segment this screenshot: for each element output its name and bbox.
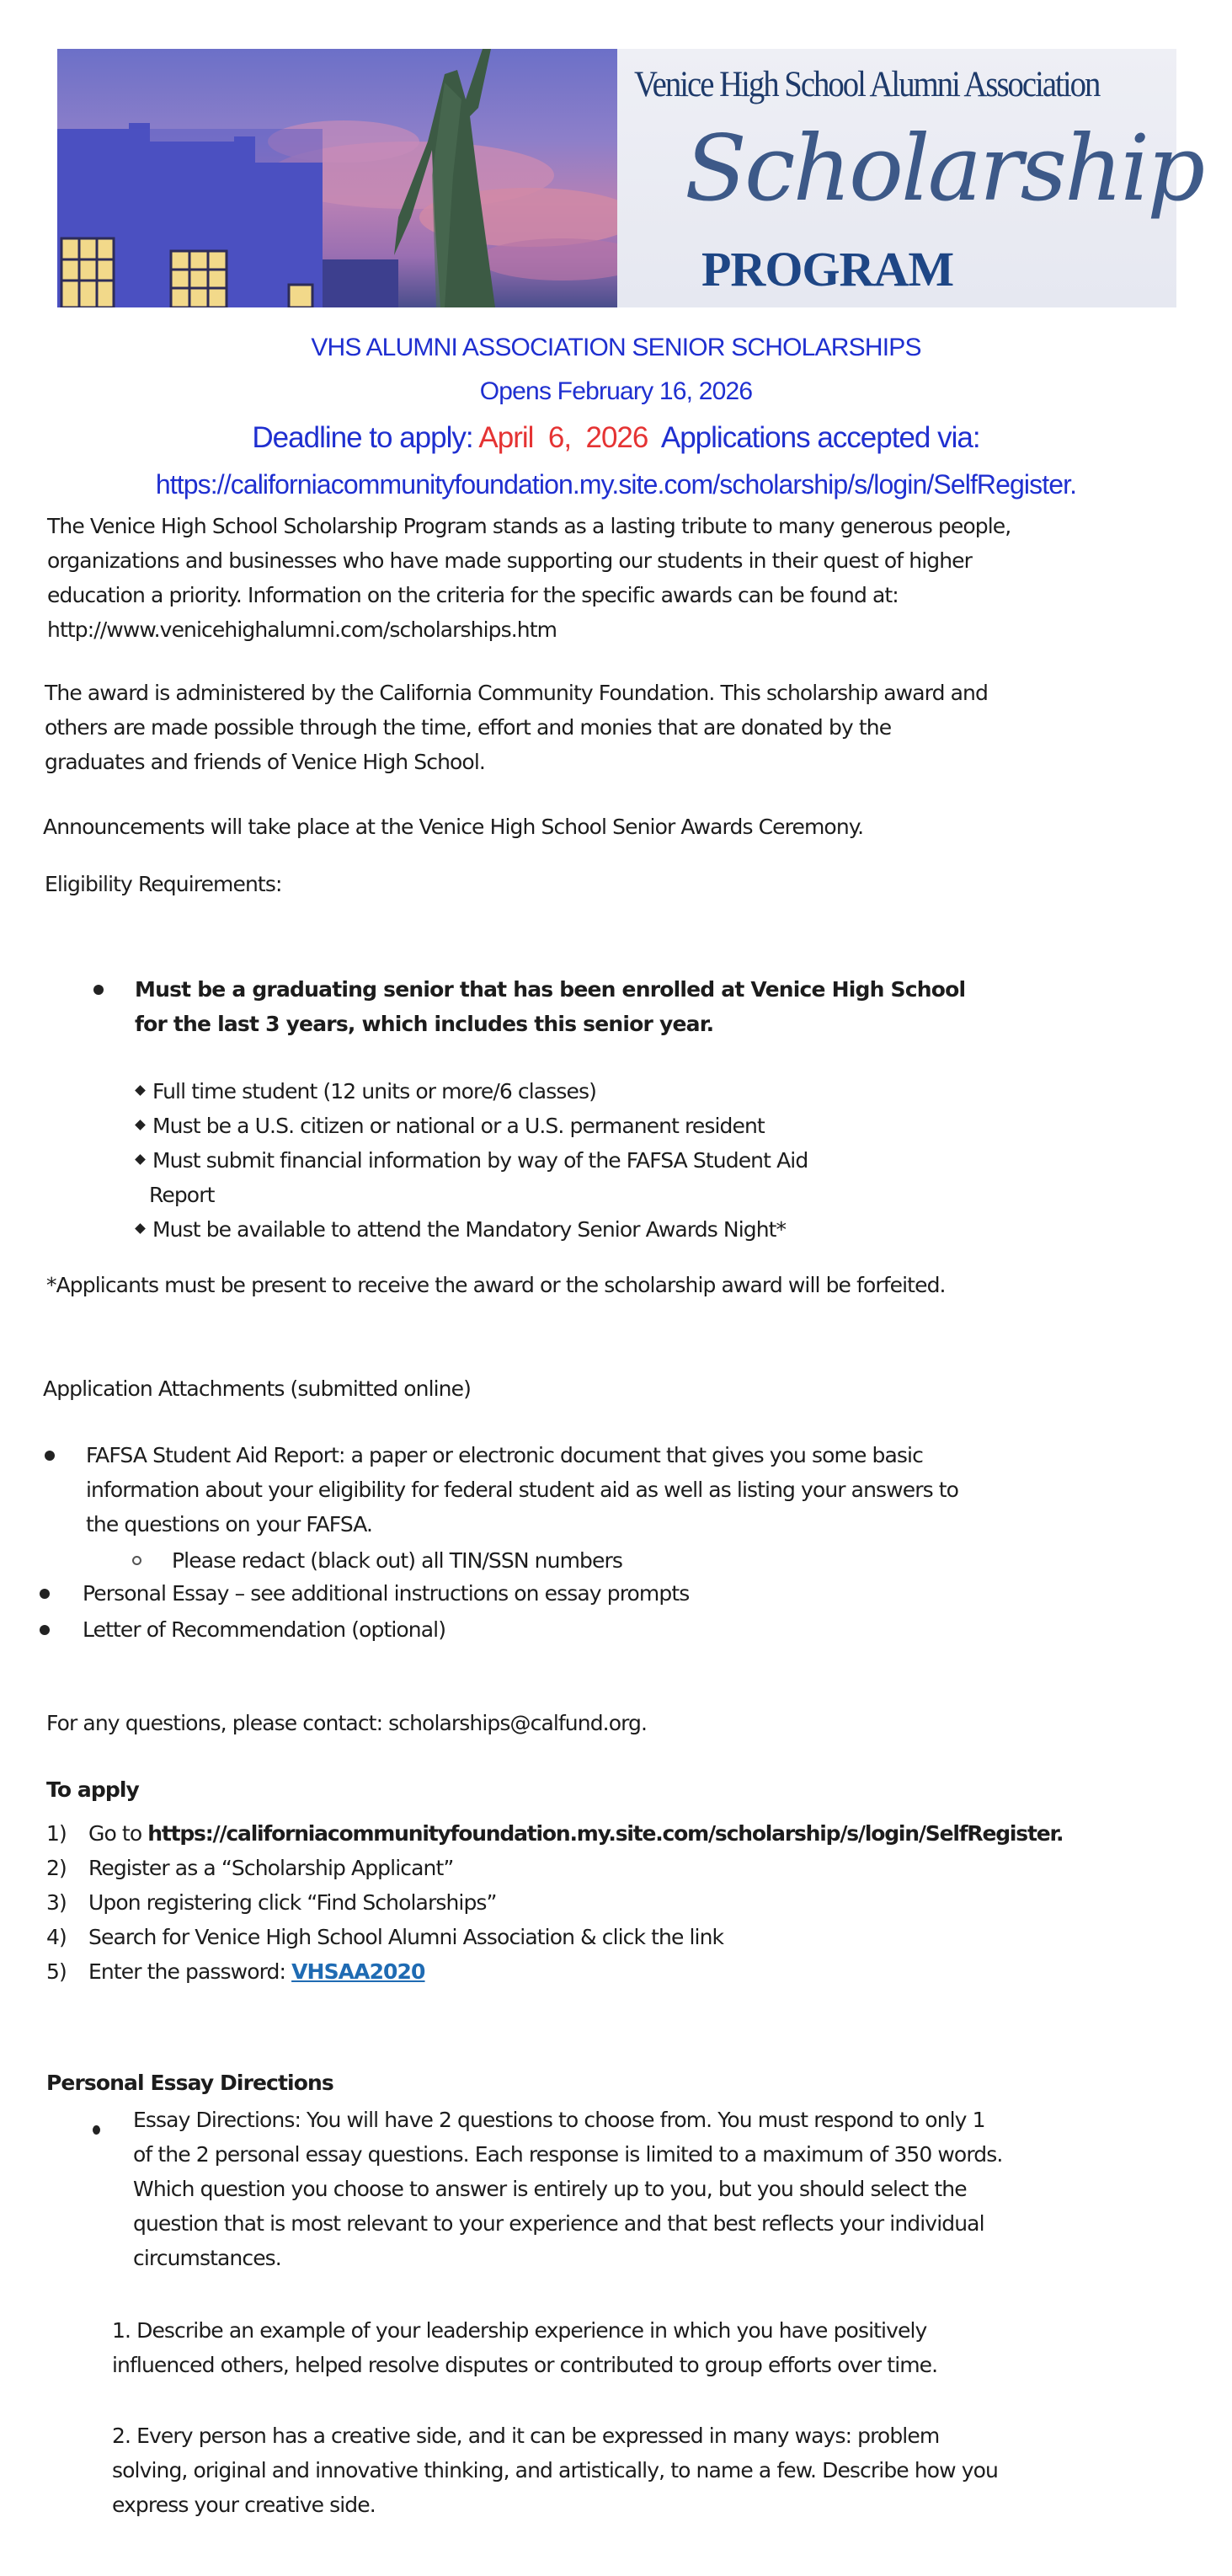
- password-link[interactable]: VHSAA2020: [291, 1959, 425, 1984]
- attachments-heading: Application Attachments (submitted online): [43, 1376, 471, 1401]
- bullet-icon: [40, 1625, 50, 1635]
- apply-steps: [46, 1816, 1063, 1989]
- intro-p1-line: organizations and businesses who have made supporting our students in their quest of higher: [47, 548, 973, 573]
- essay-question-line: 1. Describe an example of your leadership experience in which you have positively: [112, 2318, 927, 2343]
- bullet-icon: [93, 2125, 100, 2135]
- sub-requirement-text: Must submit financial information by way of the FAFSA Student Aid: [152, 1148, 808, 1173]
- deadline-line: [0, 421, 1232, 455]
- logo-association-name: Venice High School Alumni Association: [634, 65, 1100, 104]
- contact-text: For any questions, please contact: scholarships@calfund.org.: [46, 1711, 648, 1735]
- register-url-link[interactable]: https://californiacommunityfoundation.my.site.com/scholarship/s/login/SelfRegister.: [155, 469, 1077, 500]
- to-apply-heading: To apply: [46, 1777, 139, 1802]
- attachment-essay: Personal Essay – see additional instructions on essay prompts: [83, 1581, 690, 1606]
- deadline-date: April 6, 2026: [478, 421, 648, 454]
- step-text: Search for Venice High School Alumni Association & click the link: [88, 1925, 724, 1949]
- sub-requirement-text: Must be available to attend the Mandatory Senior Awards Night*: [152, 1217, 787, 1242]
- essay-directions-line: question that is most relevant to your experience and that best reflects your individual: [133, 2211, 984, 2236]
- scholarships-url-link[interactable]: http://www.venicehighalumni.com/scholarships.htm: [47, 617, 557, 642]
- diamond-bullet-icon: [135, 1154, 146, 1165]
- attendance-footnote: *Applicants must be present to receive the award or the scholarship award will be forfeited.: [46, 1273, 946, 1297]
- announcements-text: Announcements will take place at the Venice High School Senior Awards Ceremony.: [43, 815, 864, 839]
- deadline-label: Deadline to apply:: [252, 421, 479, 454]
- essay-directions: [133, 2103, 1002, 2275]
- main-requirement: [135, 972, 965, 1041]
- essay-question-line: solving, original and innovative thinking, and artistically, to name a few. Describe how you: [112, 2458, 998, 2482]
- sub-requirement: [136, 1074, 808, 1109]
- eligibility-sub-list: [136, 1074, 808, 1247]
- apply-step: [46, 1816, 1063, 1851]
- scholarship-banner: [57, 49, 1203, 307]
- opens-date: Opens February 16, 2026: [479, 377, 753, 405]
- essay-question-line: 2. Every person has a creative side, and it can be expressed in many ways: problem: [112, 2424, 940, 2448]
- intro-paragraph-2: [45, 676, 988, 779]
- sub-requirement: [136, 1212, 808, 1247]
- circle-bullet-icon: [132, 1556, 141, 1565]
- alumni-association-logo: [617, 49, 1203, 307]
- essay-question-line: express your creative side.: [112, 2493, 376, 2517]
- step-number: 2): [46, 1856, 67, 1880]
- step-number: 4): [46, 1925, 67, 1949]
- step-text: Upon registering click “Find Scholarships”: [88, 1890, 497, 1915]
- diamond-bullet-icon: [135, 1223, 146, 1234]
- bullet-icon: [93, 985, 104, 995]
- essay-question-2: [112, 2418, 998, 2522]
- intro-p2-line: The award is administered by the California Community Foundation. This scholarship award and: [45, 681, 988, 705]
- applications-accepted-label: Applications accepted via:: [648, 421, 980, 454]
- essay-question-1: [112, 2313, 937, 2382]
- apply-step: [46, 1920, 1063, 1954]
- apply-step: [46, 1851, 1063, 1885]
- redact-instruction: Please redact (black out) all TIN/SSN numbers: [172, 1548, 622, 1573]
- step-text: Go to: [88, 1821, 148, 1846]
- main-requirement-line: Must be a graduating senior that has been enrolled at Venice High School: [135, 977, 966, 1002]
- apply-step: [46, 1954, 1063, 1989]
- essay-directions-line: of the 2 personal essay questions. Each response is limited to a maximum of 350 words.: [133, 2142, 1003, 2167]
- essay-directions-line: Which question you choose to answer is entirely up to you, but you should select the: [133, 2177, 967, 2201]
- sub-requirement: [136, 1143, 808, 1178]
- page-title: VHS ALUMNI ASSOCIATION SENIOR SCHOLARSHIPS: [311, 334, 921, 361]
- bullet-icon: [40, 1589, 50, 1599]
- logo-program-text: PROGRAM: [701, 242, 954, 297]
- apply-step: [46, 1885, 1063, 1920]
- attachment-fafsa-line: FAFSA Student Aid Report: a paper or electronic document that gives you some basic: [86, 1443, 923, 1467]
- diamond-bullet-icon: [135, 1085, 146, 1096]
- step-text: Register as a “Scholarship Applicant”: [88, 1856, 454, 1880]
- attachment-fafsa: [86, 1438, 958, 1542]
- intro-p2-line: others are made possible through the time, effort and monies that are donated by the: [45, 715, 892, 740]
- sub-requirement: [136, 1109, 808, 1143]
- essay-directions-line: circumstances.: [133, 2246, 281, 2270]
- main-requirement-line: for the last 3 years, which includes this senior year.: [135, 1012, 714, 1036]
- step-number: 1): [46, 1821, 67, 1846]
- essay-question-line: influenced others, helped resolve disputes or contributed to group efforts over time.: [112, 2353, 938, 2377]
- register-url-link[interactable]: https://californiacommunityfoundation.my.site.com/scholarship/s/login/SelfRegister.: [147, 1821, 1064, 1846]
- bullet-icon: [45, 1451, 55, 1461]
- step-text: Enter the password:: [88, 1959, 292, 1984]
- diamond-bullet-icon: [135, 1120, 146, 1130]
- logo-scholarship-script: Scholarship: [685, 116, 1203, 222]
- intro-p1-line: education a priority. Information on the criteria for the specific awards can be found at:: [47, 583, 899, 607]
- attachment-fafsa-line: information about your eligibility for federal student aid as well as listing your answers to: [86, 1478, 959, 1502]
- attachment-letter: Letter of Recommendation (optional): [83, 1617, 446, 1642]
- sub-requirement-continuation: Report: [149, 1183, 215, 1207]
- essay-directions-heading: Personal Essay Directions: [46, 2071, 333, 2095]
- banner-photo: [57, 49, 617, 307]
- intro-p1-line: The Venice High School Scholarship Program stands as a lasting tribute to many generous people,: [47, 514, 1011, 538]
- essay-directions-line: Essay Directions: You will have 2 questions to choose from. You must respond to only 1: [133, 2108, 985, 2132]
- sub-requirement-text: Must be a U.S. citizen or national or a U.S. permanent resident: [152, 1114, 765, 1138]
- attachment-fafsa-line: the questions on your FAFSA.: [86, 1512, 373, 1537]
- eligibility-heading: Eligibility Requirements:: [45, 872, 282, 896]
- sub-requirement-text: Full time student (12 units or more/6 classes): [152, 1079, 596, 1104]
- venice-high-building-statue-image: [57, 49, 617, 307]
- step-number: 5): [46, 1959, 67, 1984]
- intro-paragraph-1: [47, 509, 1011, 647]
- intro-p2-line: graduates and friends of Venice High School.: [45, 750, 485, 774]
- step-number: 3): [46, 1890, 67, 1915]
